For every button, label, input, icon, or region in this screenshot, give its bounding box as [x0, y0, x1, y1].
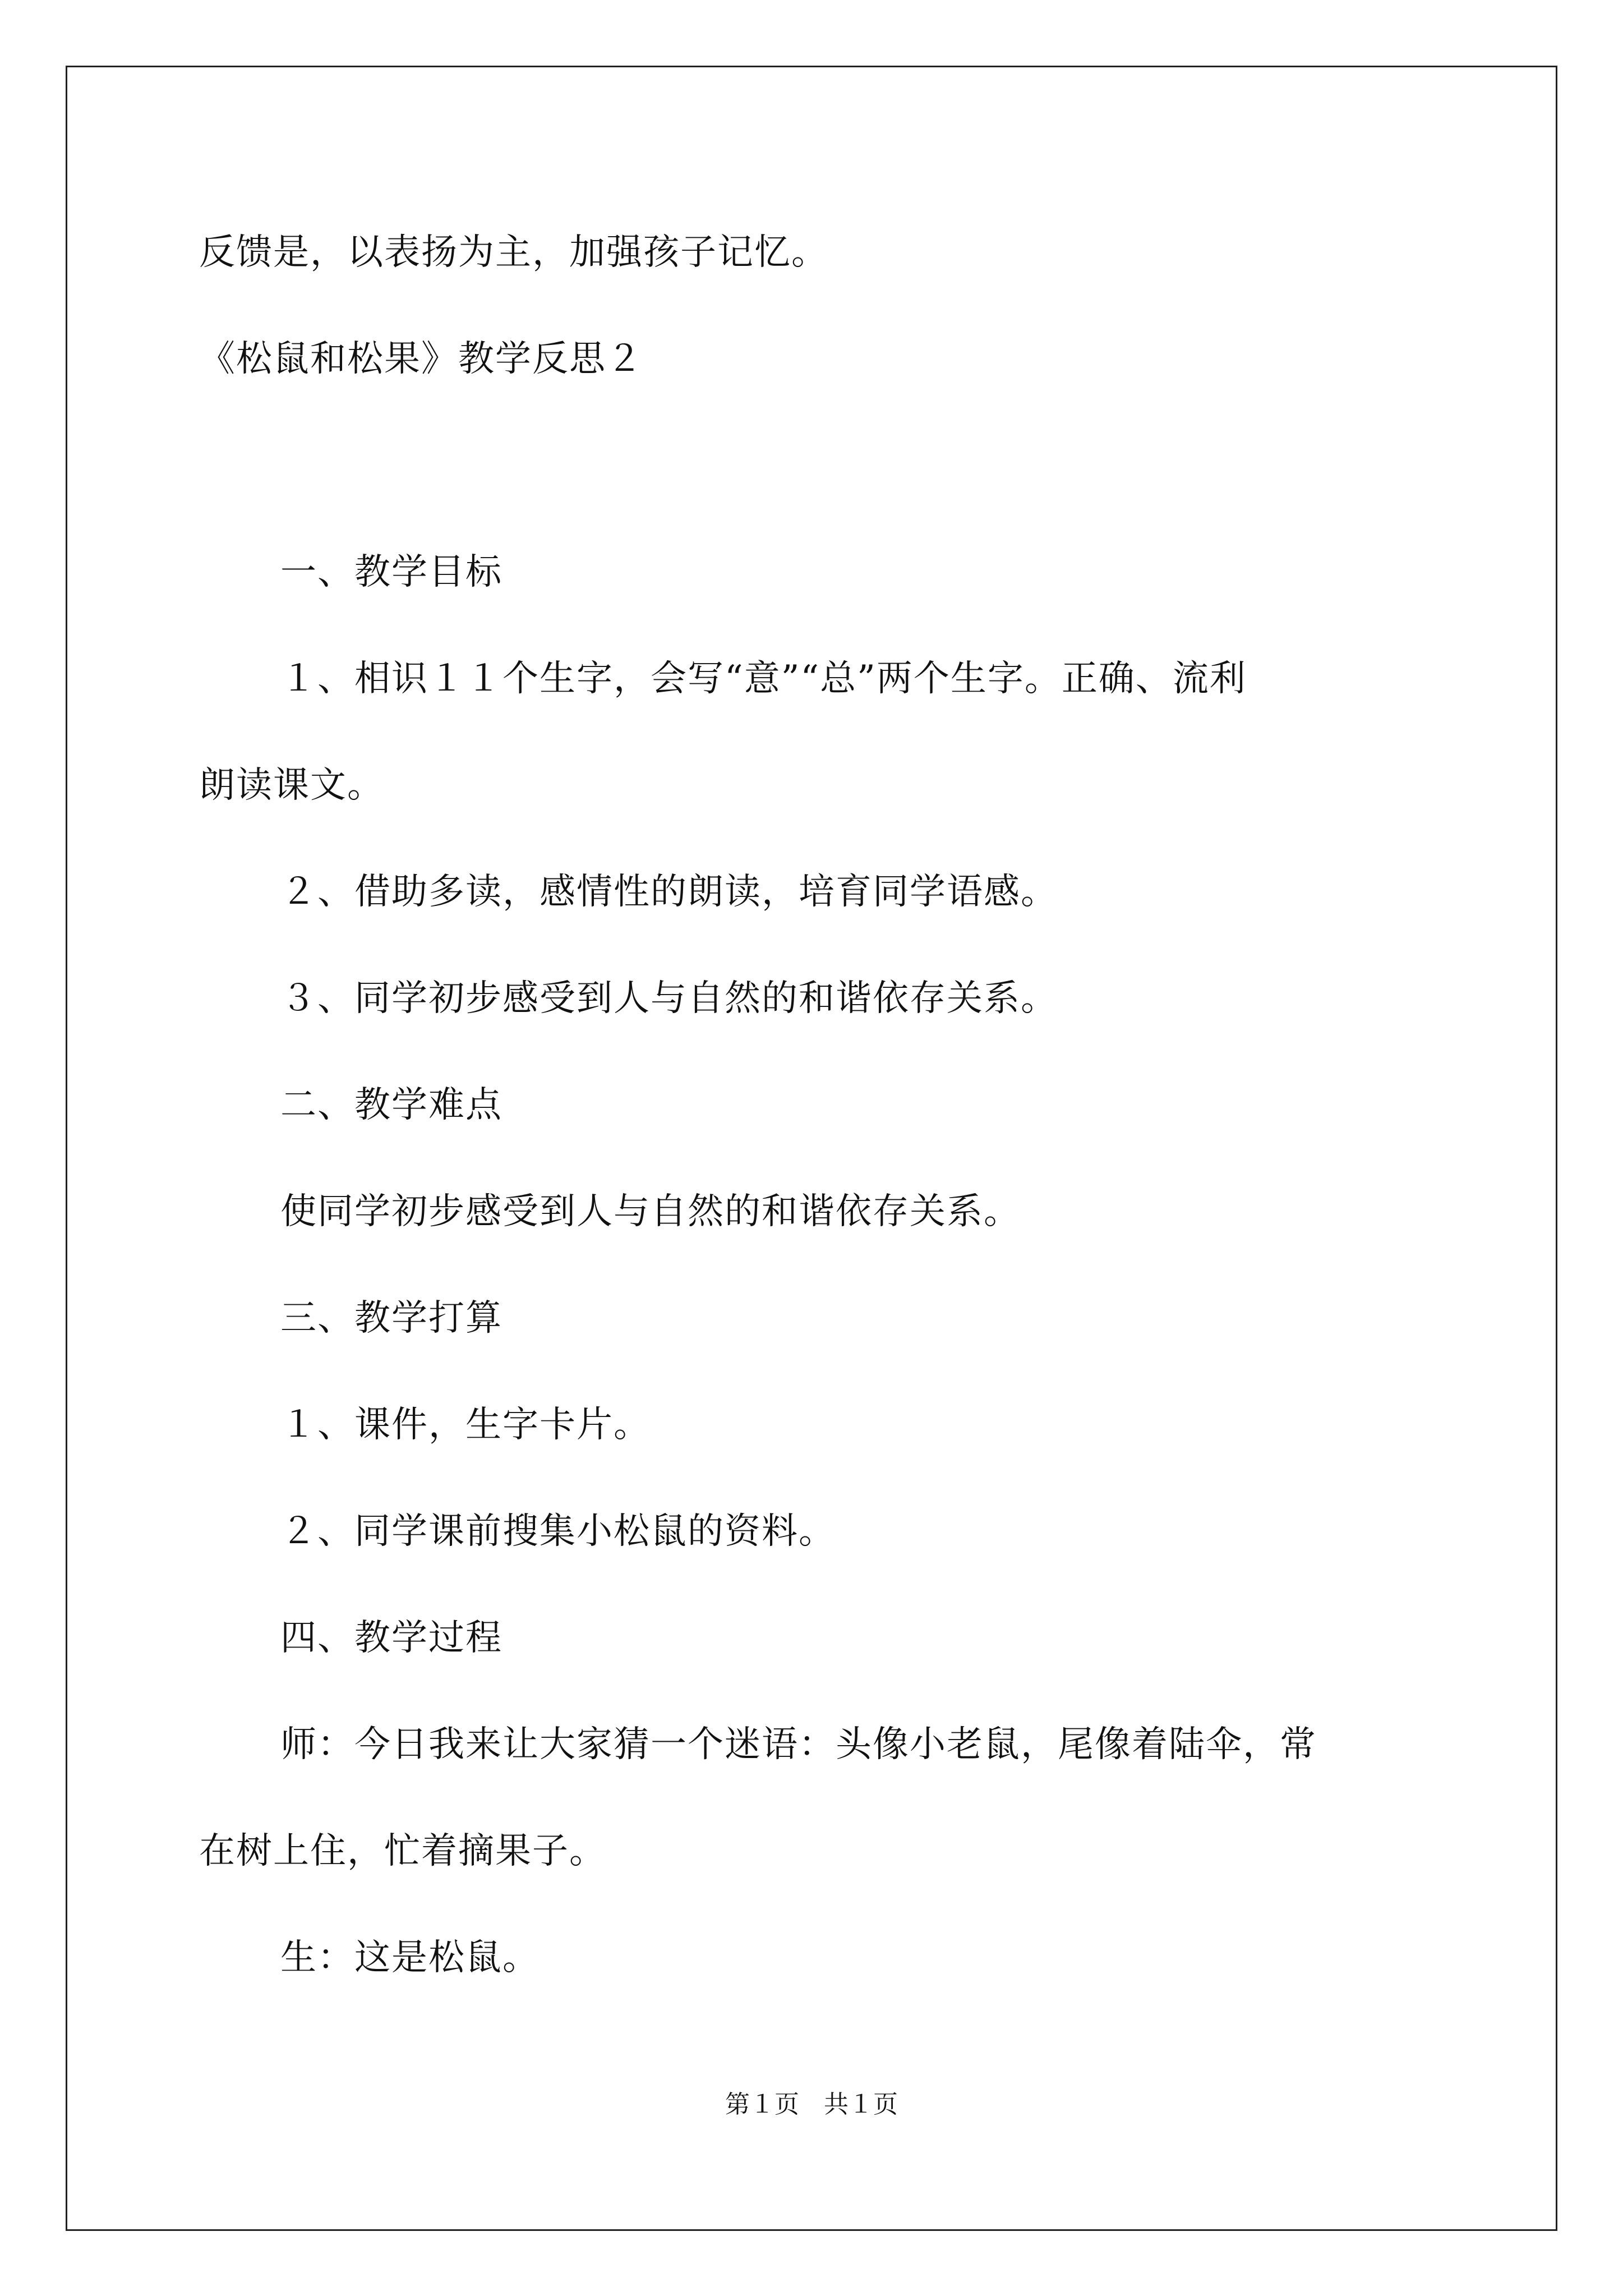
page-footer: 第１页 共１页 — [725, 2090, 898, 2119]
paragraph-line: 反馈是，以表扬为主，加强孩子记忆。 — [199, 232, 828, 273]
section-title: 《松鼠和松果》教学反思２ — [199, 338, 643, 380]
paragraph-line: ２、借助多读，感情性的朗读，培育同学语感。 — [280, 871, 1058, 913]
paragraph-line: 朗读课文。 — [199, 765, 384, 806]
heading-teaching-difficulty: 二、教学难点 — [280, 1084, 502, 1126]
heading-teaching-process: 四、教学过程 — [280, 1617, 502, 1659]
paragraph-line: １、课件，生字卡片。 — [280, 1404, 651, 1446]
paragraph-line: 生：这是松鼠。 — [280, 1937, 540, 1978]
paragraph-line: ３、同学初步感受到人与自然的和谐依存关系。 — [280, 978, 1058, 1019]
heading-teaching-preparation: 三、教学打算 — [280, 1297, 502, 1339]
page-border — [66, 66, 1557, 2231]
paragraph-line: 使同学初步感受到人与自然的和谐依存关系。 — [280, 1191, 1021, 1232]
paragraph-line: 在树上住，忙着摘果子。 — [199, 1830, 606, 1872]
paragraph-line: １、相识１１个生字，会写“意”“总”两个生字。正确、流利 — [280, 658, 1247, 700]
heading-teaching-goals: 一、教学目标 — [280, 551, 502, 593]
paragraph-line: 师：今日我来让大家猜一个迷语：头像小老鼠，尾像着陆伞，常 — [280, 1724, 1317, 1765]
paragraph-line: ２、同学课前搜集小松鼠的资料。 — [280, 1511, 836, 1552]
